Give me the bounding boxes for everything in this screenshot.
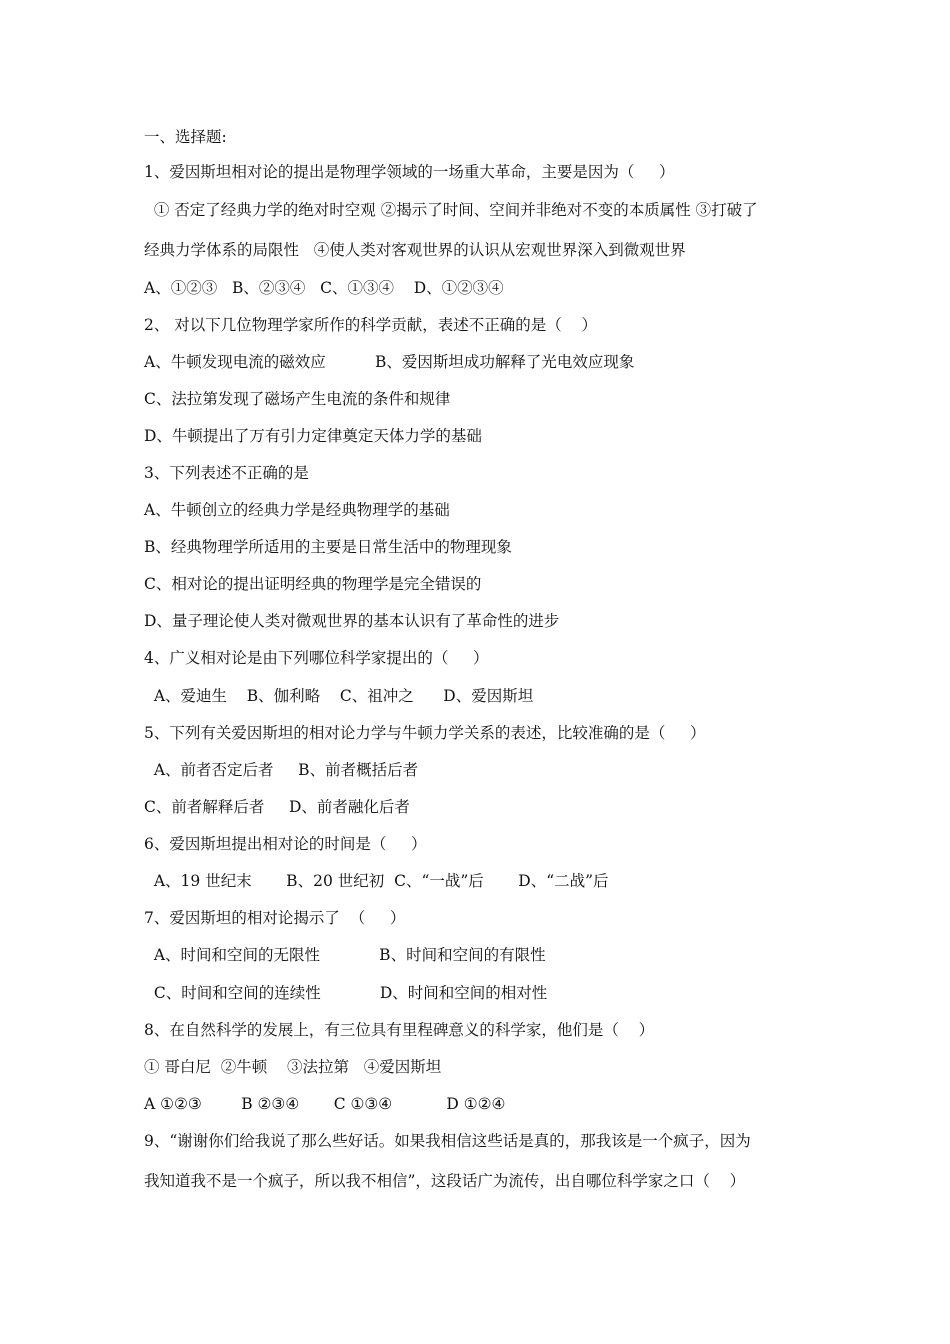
question-7-options-cd: C、时间和空间的连续性 D、时间和空间的相对性 xyxy=(144,984,548,1002)
question-1-statements-line-1: ① 否定了经典力学的绝对时空观 ②揭示了时间、空间并非绝对不变的本质属性 ③打破了 xyxy=(144,201,758,219)
section-heading: 一、选择题: xyxy=(144,128,227,146)
question-4-stem: 4、广义相对论是由下列哪位科学家提出的（ ） xyxy=(144,649,489,667)
question-9-stem-line-1: 9、“谢谢你们给我说了那么些好话。如果我相信这些话是真的，那我该是一个疯子，因为 xyxy=(144,1132,751,1150)
question-2-options-ab: A、牛顿发现电流的磁效应 B、爱因斯坦成功解释了光电效应现象 xyxy=(144,353,635,371)
question-3-option-b: B、经典物理学所适用的主要是日常生活中的物理现象 xyxy=(144,538,512,556)
question-7-stem: 7、爱因斯坦的相对论揭示了 （ ） xyxy=(144,909,406,927)
question-8-statements: ① 哥白尼 ②牛顿 ③法拉第 ④爱因斯坦 xyxy=(144,1058,442,1076)
question-1-stem: 1、爱因斯坦相对论的提出是物理学领域的一场重大革命，主要是因为（ ） xyxy=(144,163,675,181)
question-3-option-c: C、相对论的提出证明经典的物理学是完全错误的 xyxy=(144,575,482,593)
question-5-stem: 5、下列有关爱因斯坦的相对论力学与牛顿力学关系的表述，比较准确的是（ ） xyxy=(144,724,706,742)
question-3-option-d: D、量子理论使人类对微观世界的基本认识有了革命性的进步 xyxy=(144,612,560,630)
question-2-stem: 2、 对以下几位物理学家所作的科学贡献，表述不正确的是（ ） xyxy=(144,316,597,334)
question-1-options: A、①②③ B、②③④ C、①③④ D、①②③④ xyxy=(144,279,504,297)
question-6-options: A、19 世纪末 B、20 世纪初 C、“一战”后 D、“二战”后 xyxy=(144,872,609,890)
question-3-option-a: A、牛顿创立的经典力学是经典物理学的基础 xyxy=(144,501,450,519)
question-2-option-d: D、牛顿提出了万有引力定律奠定天体力学的基础 xyxy=(144,427,482,445)
question-6-stem: 6、爱因斯坦提出相对论的时间是（ ） xyxy=(144,835,427,853)
question-7-options-ab: A、时间和空间的无限性 B、时间和空间的有限性 xyxy=(144,946,546,964)
question-3-stem: 3、下列表述不正确的是 xyxy=(144,464,309,482)
question-8-stem: 8、在自然科学的发展上，有三位具有里程碑意义的科学家，他们是（ ） xyxy=(144,1021,655,1039)
question-8-options: A ①②③ B ②③④ C ①③④ D ①②④ xyxy=(144,1095,506,1113)
question-4-options: A、爱迪生 B、伽利略 C、祖冲之 D、爱因斯坦 xyxy=(144,687,534,705)
question-5-options-ab: A、前者否定后者 B、前者概括后者 xyxy=(144,761,419,779)
question-9-stem-line-2: 我知道我不是一个疯子，所以我不相信”，这段话广为流传，出自哪位科学家之口（ ） xyxy=(144,1172,746,1190)
question-1-statements-line-2: 经典力学体系的局限性 ④使人类对客观世界的认识从宏观世界深入到微观世界 xyxy=(144,241,686,259)
question-5-options-cd: C、前者解释后者 D、前者融化后者 xyxy=(144,798,410,816)
question-2-option-c: C、法拉第发现了磁场产生电流的条件和规律 xyxy=(144,390,451,408)
